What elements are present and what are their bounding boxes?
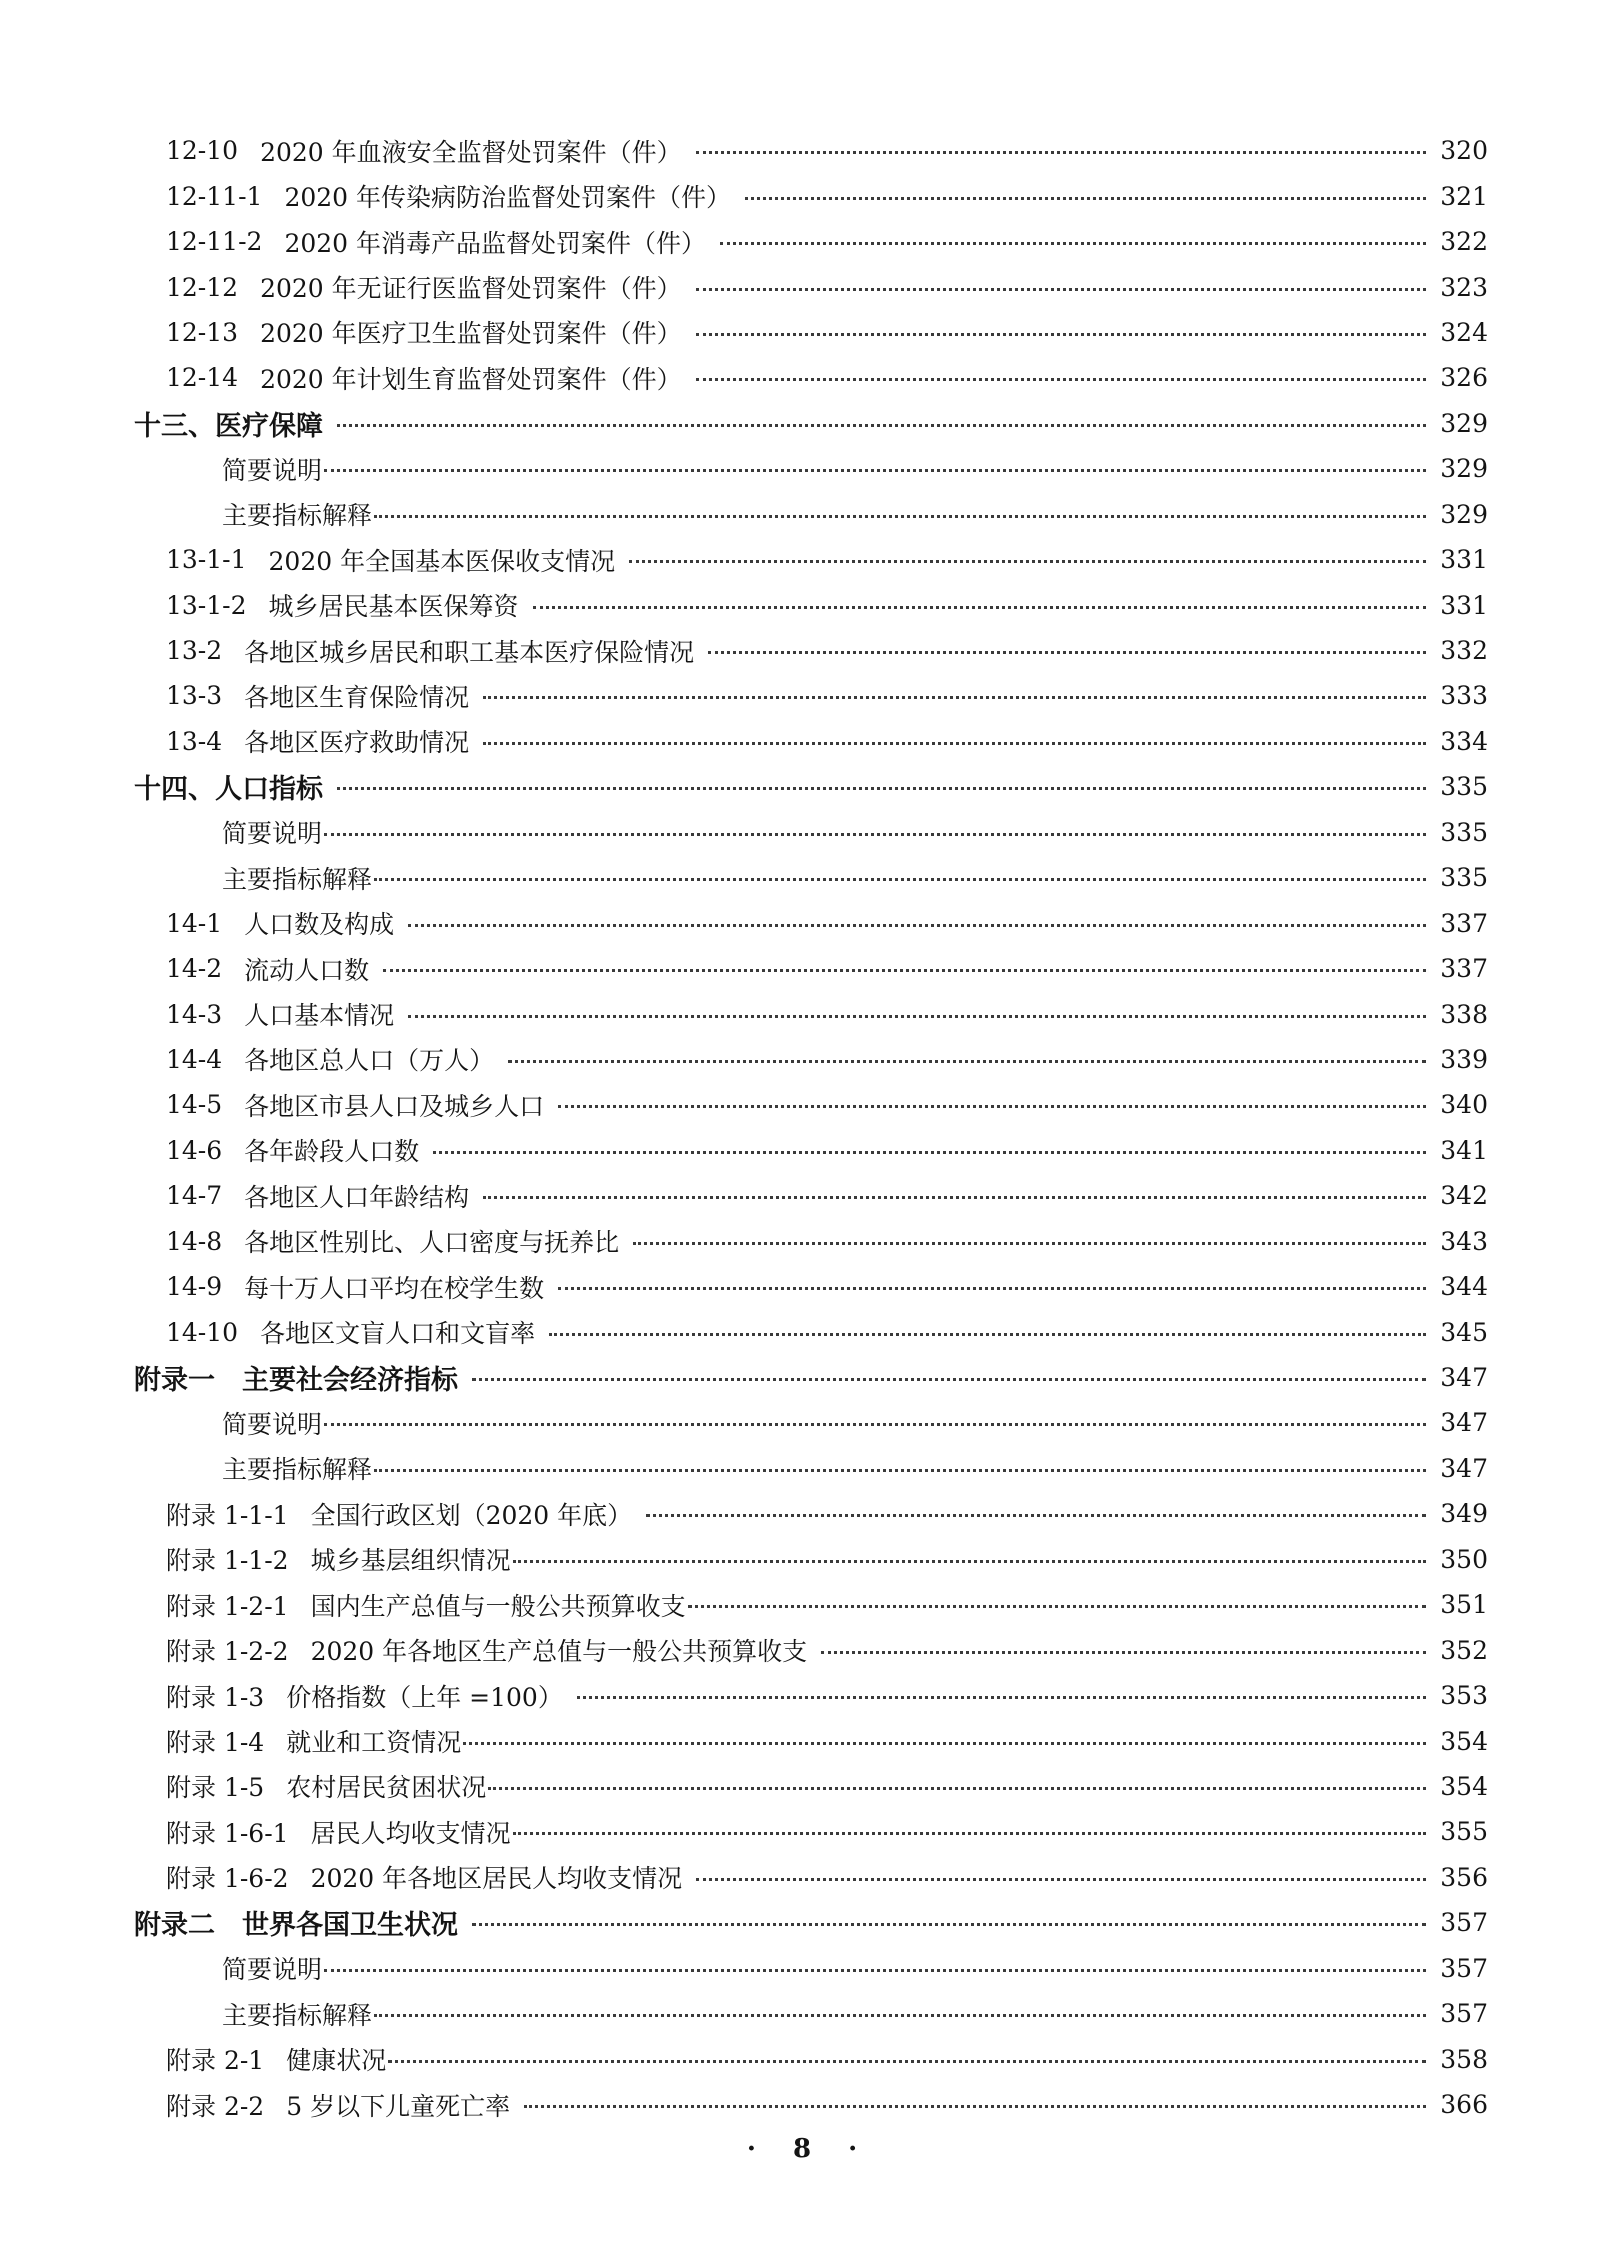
toc-entry[interactable] [0,446,1618,491]
toc-entry-number: 13-2 [166,636,223,666]
toc-entry[interactable] [0,1991,1618,2036]
toc-entry-number: 14-6 [166,1135,223,1165]
toc-entry-number: 12-10 [166,136,239,166]
toc-entry-title: 各地区生育保险情况 [244,682,470,712]
toc-entry-title: 人口基本情况 [244,1001,395,1031]
dot-leader [533,606,1426,609]
toc-entry[interactable] [0,492,1618,537]
dot-leader [513,1832,1426,1835]
toc-entry-title: 各地区文盲人口和文盲率 [260,1319,536,1349]
toc-entry[interactable] [0,946,1618,991]
toc-entry-title: 简要说明 [222,455,323,485]
toc-entry-page-number: 333 [1440,681,1488,711]
toc-entry-page-number: 356 [1440,1862,1488,1892]
toc-entry-page-number: 357 [1440,1908,1488,1938]
dot-leader [821,1651,1426,1654]
dot-leader [488,1787,1426,1790]
toc-entry-number: 12-14 [166,363,239,393]
toc-entry-title: 各地区城乡居民和职工基本医疗保险情况 [244,637,695,667]
toc-entry-number: 附录 1-6-1 [166,1818,289,1848]
dot-leader [374,1469,1426,1472]
dot-leader [696,288,1426,291]
toc-entry-number: 附录 1-1-2 [166,1546,289,1576]
dot-leader [483,742,1426,745]
toc-entry-title: 农村居民贫困状况 [286,1773,487,1803]
toc-entry-page-number: 332 [1440,636,1488,666]
toc-entry-title: 简要说明 [222,1409,323,1439]
toc-entry-number: 附录 1-4 [166,1728,265,1758]
toc-entry-page-number: 335 [1440,772,1488,802]
toc-entry[interactable] [0,173,1618,218]
toc-entry-number: 13-4 [166,726,223,756]
toc-entry-number: 附录 1-2-1 [166,1591,289,1621]
toc-entry[interactable] [0,1264,1618,1309]
dot-leader [696,1878,1426,1881]
dot-leader [549,1333,1426,1336]
toc-entry-page-number: 335 [1440,863,1488,893]
toc-entry-title: 十三、医疗保障 [134,410,323,442]
toc-entry-page-number: 358 [1440,2044,1488,2074]
toc-entry-page-number: 343 [1440,1226,1488,1256]
toc-entry-page-number: 351 [1440,1590,1488,1620]
toc-entry-page-number: 331 [1440,590,1488,620]
toc-entry-title: 健康状况 [286,2046,387,2076]
toc-entry-title: 城乡居民基本医保筹资 [268,592,519,622]
dot-leader [383,969,1426,972]
toc-entry-number: 14-9 [166,1272,223,1302]
toc-section-heading[interactable] [0,1900,1618,1945]
toc-entry-page-number: 340 [1440,1090,1488,1120]
dot-leader [472,1378,1426,1381]
toc-entry-page-number: 338 [1440,999,1488,1029]
toc-entry-page-number: 337 [1440,908,1488,938]
toc-section-heading[interactable] [0,401,1618,446]
dot-leader [433,1151,1426,1154]
toc-entry-page-number: 323 [1440,272,1488,302]
toc-entry-number: 13-3 [166,681,223,711]
dot-leader [374,2014,1426,2017]
toc-entry-title: 主要指标解释 [222,2000,373,2030]
toc-entry-number: 14-3 [166,999,223,1029]
dot-leader [483,696,1426,699]
toc-entry-number: 14-5 [166,1090,223,1120]
toc-entry-title: 主要指标解释 [222,864,373,894]
toc-entry-title: 2020 年各地区居民人均收支情况 [310,1864,683,1894]
toc-entry-title: 各地区人口年龄结构 [244,1182,470,1212]
dot-leader [508,1060,1426,1063]
dot-leader [324,833,1426,836]
toc-entry-number: 14-7 [166,1181,223,1211]
dot-leader [337,787,1426,790]
dot-leader [646,1514,1426,1517]
toc-entry[interactable] [0,1491,1618,1536]
toc-entry-title: 居民人均收支情况 [310,1818,511,1848]
dot-leader [688,1605,1426,1608]
toc-entry-number: 12-13 [166,317,239,347]
toc-entry-title: 简要说明 [222,819,323,849]
toc-entry-number: 附录 2-2 [166,2091,265,2121]
toc-entry[interactable] [0,810,1618,855]
dot-leader [408,1015,1426,1018]
toc-entry-number: 附录 1-3 [166,1682,265,1712]
toc-entry-page-number: 347 [1440,1363,1488,1393]
toc-entry[interactable] [0,264,1618,309]
toc-entry-number: 14-2 [166,954,223,984]
toc-entry[interactable] [0,582,1618,627]
dot-leader [472,1923,1426,1926]
toc-entry-title: 2020 年血液安全监督处罚案件（件） [260,137,682,167]
toc-entry-page-number: 329 [1440,499,1488,529]
toc-entry-number: 14-4 [166,1044,223,1074]
toc-entry-page-number: 321 [1440,181,1488,211]
toc-entry-page-number: 334 [1440,726,1488,756]
toc-entry-title: 附录二 世界各国卫生状况 [134,1910,458,1942]
toc-entry-page-number: 329 [1440,454,1488,484]
toc-entry-title: 主要指标解释 [222,1455,373,1485]
toc-entry[interactable] [0,1446,1618,1491]
dot-leader [633,1242,1426,1245]
toc-entry[interactable] [0,1718,1618,1763]
page-number-footer: · 8 · [746,2134,872,2164]
dot-leader [388,2060,1426,2063]
toc-entry-title: 2020 年各地区生产总值与一般公共预算收支 [310,1637,808,1667]
dot-leader [558,1105,1426,1108]
dot-leader [337,424,1426,427]
toc-entry-title: 2020 年医疗卫生监督处罚案件（件） [260,319,682,349]
toc-entry-page-number: 354 [1440,1771,1488,1801]
dot-leader [483,1196,1426,1199]
toc-entry-page-number: 349 [1440,1499,1488,1529]
toc-entry-title: 全国行政区划（2020 年底） [310,1500,633,1530]
dot-leader [558,1287,1426,1290]
toc-entry[interactable] [0,855,1618,900]
toc-entry-number: 附录 1-6-2 [166,1864,289,1894]
toc-entry-title: 十四、人口指标 [134,774,323,806]
toc-entry-title: 2020 年无证行医监督处罚案件（件） [260,274,682,304]
toc-entry-number: 14-8 [166,1226,223,1256]
toc-entry[interactable] [0,537,1618,582]
toc-entry[interactable] [0,1627,1618,1672]
dot-leader [696,378,1426,381]
toc-entry[interactable] [0,1037,1618,1082]
toc-entry[interactable] [0,1582,1618,1627]
dot-leader [696,151,1426,154]
toc-entry[interactable] [0,1855,1618,1900]
toc-entry-title: 价格指数（上年 =100） [286,1682,563,1712]
toc-entry-page-number: 347 [1440,1408,1488,1438]
toc-entry[interactable] [0,128,1618,173]
toc-entry-page-number: 331 [1440,545,1488,575]
dot-leader [324,469,1426,472]
dot-leader [324,1423,1426,1426]
dot-leader [374,515,1426,518]
toc-entry-page-number: 354 [1440,1726,1488,1756]
toc-entry-page-number: 337 [1440,954,1488,984]
toc-entry-page-number: 335 [1440,817,1488,847]
toc-entry[interactable] [0,310,1618,355]
toc-entry-title: 城乡基层组织情况 [310,1546,511,1576]
toc-entry-page-number: 355 [1440,1817,1488,1847]
toc-entry-number: 附录 2-1 [166,2046,265,2076]
toc-entry-number: 13-1-1 [166,545,247,575]
toc-entry[interactable] [0,1219,1618,1264]
toc-entry-number: 附录 1-2-2 [166,1637,289,1667]
toc-entry-title: 人口数及构成 [244,910,395,940]
toc-entry-page-number: 320 [1440,136,1488,166]
toc-entry-title: 各地区医疗救助情况 [244,728,470,758]
toc-entry[interactable] [0,2082,1618,2127]
toc-entry-title: 各地区性别比、人口密度与抚养比 [244,1228,620,1258]
toc-entry-page-number: 326 [1440,363,1488,393]
toc-entry-page-number: 366 [1440,2090,1488,2120]
toc-entry-page-number: 324 [1440,317,1488,347]
toc-entry[interactable] [0,1309,1618,1354]
toc-entry[interactable] [0,1128,1618,1173]
toc-entry-title: 流动人口数 [244,955,370,985]
dot-leader [745,197,1426,200]
toc-entry[interactable] [0,900,1618,945]
toc-entry-title: 简要说明 [222,1955,323,1985]
toc-section-heading[interactable] [0,764,1618,809]
toc-entry-title: 主要指标解释 [222,501,373,531]
toc-entry-page-number: 339 [1440,1044,1488,1074]
toc-entry[interactable] [0,719,1618,764]
toc-entry-number: 12-11-2 [166,227,263,257]
toc-entry-page-number: 342 [1440,1181,1488,1211]
toc-entry-title: 2020 年全国基本医保收支情况 [268,546,616,576]
dot-leader [463,1742,1426,1745]
toc-entry-page-number: 347 [1440,1453,1488,1483]
toc-entry-number: 14-1 [166,908,223,938]
dot-leader [708,651,1426,654]
table-of-contents [0,128,1618,2127]
toc-entry[interactable] [0,1082,1618,1127]
toc-entry-title: 就业和工资情况 [286,1728,462,1758]
toc-section-heading[interactable] [0,1355,1618,1400]
toc-entry-page-number: 344 [1440,1272,1488,1302]
toc-entry-page-number: 341 [1440,1135,1488,1165]
toc-entry-page-number: 357 [1440,1953,1488,1983]
toc-entry-title: 5 岁以下儿童死亡率 [286,2091,511,2121]
toc-entry-title: 2020 年传染病防治监督处罚案件（件） [284,183,732,213]
toc-entry[interactable] [0,1400,1618,1445]
toc-entry[interactable] [0,1537,1618,1582]
toc-entry[interactable] [0,219,1618,264]
dot-leader [374,878,1426,881]
toc-entry-page-number: 350 [1440,1544,1488,1574]
dot-leader [720,242,1426,245]
toc-entry-number: 14-10 [166,1317,239,1347]
toc-entry-page-number: 357 [1440,1999,1488,2029]
toc-entry[interactable] [0,673,1618,718]
toc-entry[interactable] [0,1764,1618,1809]
dot-leader [629,560,1426,563]
toc-entry[interactable] [0,1173,1618,1218]
dot-leader [408,924,1426,927]
toc-entry[interactable] [0,355,1618,400]
toc-entry-page-number: 353 [1440,1681,1488,1711]
toc-entry-number: 13-1-2 [166,590,247,620]
toc-entry-title: 各地区总人口（万人） [244,1046,495,1076]
toc-entry-title: 附录一 主要社会经济指标 [134,1365,458,1397]
toc-entry-page-number: 352 [1440,1635,1488,1665]
toc-entry[interactable] [0,1809,1618,1854]
toc-entry[interactable] [0,628,1618,673]
dot-leader [513,1560,1426,1563]
toc-entry[interactable] [0,1946,1618,1991]
toc-entry-title: 各年龄段人口数 [244,1137,420,1167]
dot-leader [577,1696,1426,1699]
toc-entry-page-number: 329 [1440,408,1488,438]
toc-entry-title: 各地区市县人口及城乡人口 [244,1091,545,1121]
toc-entry-number: 附录 1-5 [166,1773,265,1803]
toc-entry-title: 每十万人口平均在校学生数 [244,1273,545,1303]
dot-leader [324,1969,1426,1972]
toc-entry-number: 12-11-1 [166,181,263,211]
toc-entry[interactable] [0,991,1618,1036]
toc-entry-number: 12-12 [166,272,239,302]
toc-entry-title: 国内生产总值与一般公共预算收支 [310,1591,686,1621]
toc-entry-page-number: 345 [1440,1317,1488,1347]
toc-entry-title: 2020 年消毒产品监督处罚案件（件） [284,228,707,258]
dot-leader [696,333,1426,336]
toc-entry-title: 2020 年计划生育监督处罚案件（件） [260,364,682,394]
toc-entry-page-number: 322 [1440,227,1488,257]
toc-entry-number: 附录 1-1-1 [166,1500,289,1530]
dot-leader [524,2105,1426,2108]
toc-entry[interactable] [0,2036,1618,2081]
toc-entry[interactable] [0,1673,1618,1718]
